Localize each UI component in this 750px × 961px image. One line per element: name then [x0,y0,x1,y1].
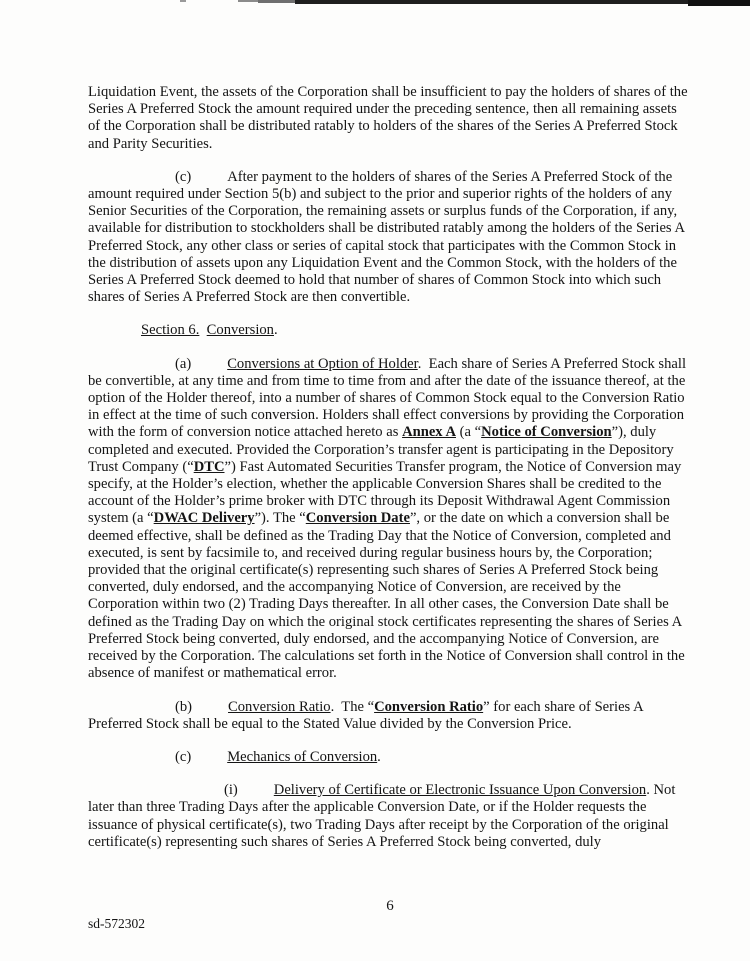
scan-artifact-speck [238,0,258,2]
heading-c-mechanics-of-conversion [88,749,692,766]
text-run: . [273,322,278,339]
text-run: Liquidation Event, the assets of the Corporation shall be insufficient to pay the holders of shares of the Series A Preferred Stock the amount required under the preceding sentence, then all remaining assets of the Corporation shall be distributed ratably to holders of the shares of the Series A Preferred Stock and Parity Securities. [88,84,688,152]
para-b-conversion-ratio [88,699,692,733]
text-run: Conversion Ratio [374,698,484,715]
text-run [199,322,206,338]
para-i-delivery-of-certificate [88,782,692,851]
text-run: DTC [193,458,225,475]
text-run: ”), duly completed and executed. Provided the Corporation’s transfer agent is participating in the Depository Trust Company (“ [88,424,674,475]
document-body [88,84,692,867]
text-run: Delivery of Certificate or Electronic Issuance Upon Conversion [273,782,647,799]
para-liquidation-continuation [88,84,692,153]
text-run: (c) [175,748,192,765]
text-run: Conversion Date [305,510,410,527]
scan-artifact-top-bar [295,0,750,4]
text-run: (a “ [456,424,482,441]
text-run: (b) [175,698,193,715]
heading-section-6-conversion [88,322,692,339]
scan-artifact-speck [180,0,186,2]
text-run: . Not later than three Trading Days after the applicable Conversion Date, or if the Holder requests the issuance of physical certificate(s), two Trading Days after receipt by the Corporation of the original certificate(s) representing such shares of Series A Preferred Stock being converted, duly [88,782,676,850]
text-run: (c) [175,168,192,185]
page-number: 6 [386,898,394,914]
para-c-after-payment [88,169,692,307]
text-run: Section 6. [141,322,200,339]
para-a-conversions-at-option-of-holder [88,356,692,683]
scan-artifact-corner-bar [688,0,750,6]
text-run: Annex A [402,424,456,441]
text-run: ”) Fast Automated Securities Transfer program, the Notice of Conversion may specify, at the Holder’s election, whether the applicable Conversion Shares shall be credited to the account of the Holder’s prime broker with DTC through its Deposit Withdrawal Agent Commission system (a “ [88,458,682,527]
text-run: (a) [175,355,192,372]
text-run: DWAC Delivery [153,510,255,527]
document-id-footer: sd-572302 [88,916,145,931]
text-run: ”, or the date on which a conversion shall be deemed effective, shall be defined as the Trading Day that the Notice of Conversion, completed and executed, is sent by facsimile to, and received during regular business hours by, the Corporation; provided that the original certificate(s) representing such shares of Series A Preferred Stock being converted, duly endorsed, and the accompanying Notice of Conversion, are received by the Corporation within two (2) Trading Days thereafter. In all other cases, the Conversion Date shall be defined as the Trading Day on which the original stock certificates representing the shares of Series A Preferred Stock being converted, duly endorsed, and the accompanying Notice of Conversion, are received by the Corporation. The calculations set forth in the Notice of Conversion shall control in the absence of manifest or mathematical error. [88,510,685,682]
text-run: (i) [224,782,238,799]
text-run: Conversions at Option of Holder [227,355,418,372]
text-run: . The “ [330,698,375,715]
text-run: After payment to the holders of shares of the Series A Preferred Stock of the amount required under Section 5(b) and subject to the prior and superior rights of the holders of any Senior Securities of the Corporation, the remaining assets or surplus funds of the Corporation, if any, available for distribution to stockholders shall be distributed ratably among the holders of the Series A Preferred Stock, any other class or series of capital stock that participates with the Common Stock in the distribution of assets upon any Liquidation Event and the Common Stock, with the holders of the Series A Preferred Stock deemed to hold that number of shares of Common Stock into which such shares of Series A Preferred Stock are then convertible. [88,168,685,306]
text-run: Conversion [206,322,274,339]
text-run: Notice of Conversion [481,424,612,441]
text-run: Mechanics of Conversion [227,748,378,765]
scan-artifact-bar-gray [258,0,296,3]
text-run: . [377,748,381,765]
text-run: Conversion Ratio [228,698,331,715]
text-run: ” for each share of Series A Preferred Stock shall be equal to the Stated Value divided by the Conversion Price. [88,698,643,732]
text-run: . Each share of Series A Preferred Stock shall be convertible, at any time and from time to time from and after the date of the issuance thereof, at the option of the Holder thereof, into a number of shares of Common Stock equal to the Conversion Ratio in effect at the time of such conversion. Holders shall effect conversions by providing the Corporation with the form of conversion notice attached hereto as [88,355,686,441]
text-run: ”). The “ [254,510,306,527]
